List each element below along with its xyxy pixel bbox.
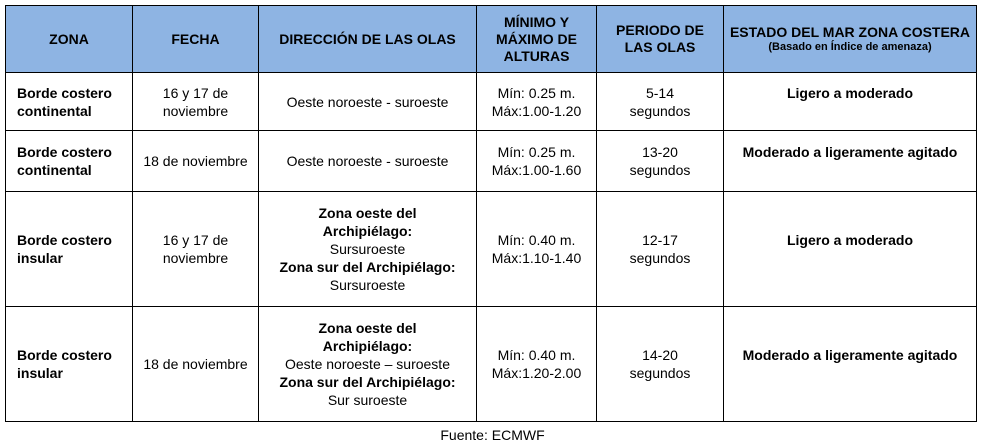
state-line <box>728 161 972 179</box>
direction-line: Zona sur del Archipiélago: <box>279 374 456 390</box>
state-line: Ligero a moderado <box>786 84 914 101</box>
header-alturas: MÍNIMO Y MÁXIMO DE ALTURAS <box>477 6 597 73</box>
state-cell <box>724 192 977 307</box>
source-caption: Fuente: ECMWF <box>440 427 545 443</box>
table-row <box>6 307 977 422</box>
table-row <box>6 192 977 307</box>
zone-line: insular <box>17 365 63 381</box>
direction-line: Sursuroeste <box>329 241 406 257</box>
period-unit: segundos <box>629 365 691 381</box>
direction-line: Oeste noroeste - suroeste <box>286 153 449 169</box>
state-line <box>728 249 972 267</box>
height-min: Mín: 0.25 m. <box>497 144 576 160</box>
direction-cell <box>259 192 477 307</box>
zone-line: continental <box>17 162 92 178</box>
height-min: Mín: 0.40 m. <box>497 232 576 248</box>
zone-line: Borde costero <box>17 144 112 160</box>
state-cell <box>724 131 977 192</box>
heights-cell <box>477 73 597 131</box>
period-value: 12-17 <box>642 232 678 248</box>
date-cell: 16 y 17 de noviembre <box>133 73 259 131</box>
table-row <box>6 131 977 192</box>
state-line: Ligero a moderado <box>786 232 914 248</box>
state-line: Moderado a ligeramente agitado <box>742 347 958 363</box>
direction-line: Oeste noroeste – suroeste <box>285 356 450 372</box>
header-direccion: DIRECCIÓN DE LAS OLAS <box>259 6 477 73</box>
zone-line: Borde costero <box>17 347 112 363</box>
height-min: Mín: 0.40 m. <box>497 347 576 363</box>
zone-cell <box>6 131 133 192</box>
direction-cell <box>259 307 477 422</box>
zone-line: continental <box>17 102 92 119</box>
header-estado-title: ESTADO DEL MAR ZONA COSTERA <box>729 24 971 40</box>
date-cell: 18 de noviembre <box>133 131 259 192</box>
state-line <box>728 102 972 120</box>
state-line: Moderado a ligeramente agitado <box>742 144 958 160</box>
direction-line: Zona oeste del <box>318 205 417 221</box>
direction-line: Archipiélago: <box>322 338 413 354</box>
direction-line: Sursuroeste <box>329 277 406 293</box>
period-value: 13-20 <box>642 144 678 160</box>
period-value: 14-20 <box>642 347 678 363</box>
zone-line: Borde costero <box>17 84 112 101</box>
table-header-row <box>6 6 977 73</box>
period-cell <box>597 131 724 192</box>
period-unit: segundos <box>629 162 691 178</box>
sea-state-table <box>5 5 977 422</box>
height-max: Máx:1.00-1.60 <box>491 162 582 178</box>
header-fecha: FECHA <box>133 6 259 73</box>
direction-line: Zona sur del Archipiélago: <box>279 259 456 275</box>
header-zona: ZONA <box>6 6 133 73</box>
state-line <box>728 364 972 382</box>
date-cell: 18 de noviembre <box>133 307 259 422</box>
heights-cell <box>477 307 597 422</box>
zone-line: insular <box>17 250 63 266</box>
zone-cell <box>6 307 133 422</box>
direction-line: Oeste noroeste - suroeste <box>286 93 449 110</box>
period-cell <box>597 307 724 422</box>
header-estado <box>724 6 977 73</box>
height-max: Máx:1.10-1.40 <box>491 250 582 266</box>
period-cell <box>597 73 724 131</box>
direction-line: Zona oeste del <box>318 320 417 336</box>
direction-cell <box>259 73 477 131</box>
period-cell <box>597 192 724 307</box>
date-cell: 16 y 17 de noviembre <box>133 192 259 307</box>
state-cell <box>724 73 977 131</box>
period-unit: segundos <box>629 250 691 266</box>
heights-cell <box>477 192 597 307</box>
header-estado-subtitle: (Basado en Índice de amenaza) <box>768 41 932 53</box>
table-row <box>6 73 977 131</box>
state-cell <box>724 307 977 422</box>
height-max: Máx:1.20-2.00 <box>491 365 582 381</box>
height-max: Máx:1.00-1.20 <box>491 102 582 119</box>
zone-cell <box>6 73 133 131</box>
heights-cell <box>477 131 597 192</box>
zone-line: Borde costero <box>17 232 112 248</box>
zone-cell <box>6 192 133 307</box>
period-unit: segundos <box>629 102 691 119</box>
header-periodo: PERIODO DE LAS OLAS <box>597 6 724 73</box>
direction-cell <box>259 131 477 192</box>
direction-line: Sur suroeste <box>327 392 408 408</box>
period-value: 5-14 <box>645 84 675 101</box>
direction-line: Archipiélago: <box>322 223 413 239</box>
height-min: Mín: 0.25 m. <box>497 84 576 101</box>
